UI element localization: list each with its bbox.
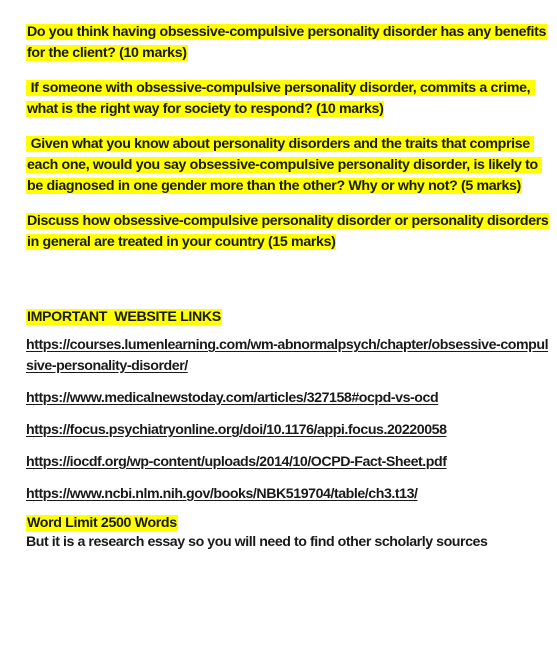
links-heading: [26, 307, 550, 328]
link-lumenlearning[interactable]: https://courses.lumenlearning.com/wm-abnormalpsych/chapter/obsessive-compulsive-personality-disorder/: [26, 337, 549, 374]
link-medicalnewstoday[interactable]: https://www.medicalnewstoday.com/articles/327158#ocpd-vs-ocd: [26, 390, 439, 406]
research-note: But it is a research essay so you will need to find other scholarly sources: [26, 534, 488, 550]
question-4: [26, 211, 550, 253]
link-psychiatryonline[interactable]: https://focus.psychiatryonline.org/doi/10.1176/appi.focus.20220058: [26, 422, 447, 438]
question-4-text: Discuss how obsessive-compulsive personality disorder or personality disorders in general are treated in your country (15 marks): [27, 213, 549, 250]
word-limit: [26, 514, 550, 533]
link-ncbi[interactable]: https://www.ncbi.nlm.nih.gov/books/NBK519704/table/ch3.t13/: [26, 486, 418, 502]
links-heading-text: IMPORTANT WEBSITE LINKS: [27, 309, 221, 325]
question-2-text: If someone with obsessive-compulsive personality disorder, commits a crime, what is the right way for society to respond? (10 marks): [27, 80, 534, 117]
question-1-text: Do you think having obsessive-compulsive personality disorder has any benefits for the client? (10 marks): [27, 24, 547, 61]
word-limit-text: Word Limit 2500 Words: [27, 515, 177, 531]
question-1: [26, 22, 550, 64]
link-iocdf[interactable]: https://iocdf.org/wp-content/uploads/2014/10/OCPD-Fact-Sheet.pdf: [26, 454, 447, 470]
document-body: [26, 22, 550, 552]
question-2: [26, 78, 550, 120]
question-3: [26, 134, 550, 197]
question-3-text: Given what you know about personality disorders and the traits that comprise each one, would you say obsessive-compulsive personality disorder, is likely to be diagnosed in one gender more than the other? Why or why not? (5 marks): [27, 136, 542, 194]
